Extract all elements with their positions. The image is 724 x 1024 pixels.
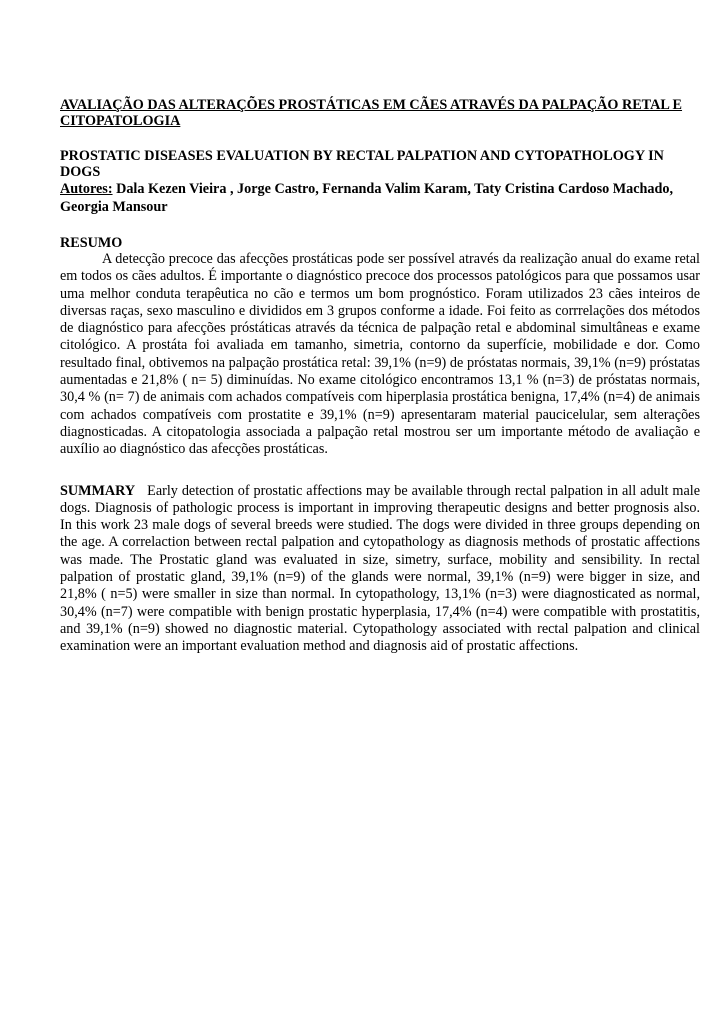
summary-section <box>60 483 700 656</box>
authors-label: Autores: <box>60 181 113 197</box>
title-portuguese: AVALIAÇÃO DAS ALTERAÇÕES PROSTÁTICAS EM CÃES ATRAVÉS DA PALPAÇÃO RETAL E CITOPATOLOGIA <box>60 97 683 129</box>
summary-heading: SUMMARY <box>60 482 136 499</box>
summary-text: Early detection of prostatic affections may be available through rectal palpation in all adult male dogs. Diagnosis of pathologic process is important in improving therapeutic designs and better prognosis also. In this work 23 male dogs of several breeds were studied. The dogs were divided in three groups depending on the age. A correlaction between rectal palpation and cytopathology as diagnosis methods of prostatic affections was made. The Prostatic gland was evaluated in size, simetry, surface, mobility and sensibility. In rectal palpation of prostatic gland, 39,1% (n=9) of the glands were normal, 39,1% (n=9) were bigger in size, and 21,8% ( n=5) were smaller in size than normal. In cytopathology, 13,1% (n=3) were diagnosticated as normal, 30,4% (n=7) were compatible with benign prostatic hyperplasia, 17,4% (n=4) were compatible with prostatitis, and 39,1% (n=9) showed no diagnostic material. Cytopathology associated with rectal palpation and clinical examination were an important evaluation method and diagnosis aid of prostatic affections. <box>60 482 700 655</box>
authors-line <box>60 180 700 216</box>
authors-names: Dala Kezen Vieira , Jorge Castro, Fernanda Valim Karam, Taty Cristina Cardoso Machado, Georgia Mansour <box>60 181 674 215</box>
resumo-text: A detecção precoce das afecções prostáticas pode ser possível através da realização anual do exame retal em todos os cães adultos. É importante o diagnóstico precoce dos processos patológicos para que possamos usar uma melhor conduta terapêutica no cão e termos um bom prognóstico. Foram utilizados 23 cães inteiros de diversas raças, sexo masculino e divididos em 3 grupos conforme a idade. Foi feito as corrrelações dos métodos de diagnóstico para afecções próstáticas através da técnica de palpação retal e abdominal simultâneas e exame citológico. A prostáta foi avaliada em tamanho, simetria, contorno da superfície, mobilidade e dor. Como resultado final, obtivemos na palpação prostática retal: 39,1% (n=9) de próstatas normais, 39,1% (n=9) próstatas aumentadas e 21,8% ( n= 5) diminuídas. No exame citológico encontramos 13,1 % (n=3) de próstatas normais, 30,4 % (n= 7) de animais com achados compatíveis com hiperplasia prostática benigna, 17,4% (n=4) de animais com achados compatíveis com prostatite e 39,1% (n=9) apresentaram material paucicelular, sem alterações diagnosticadas. A citopatologia associada a palpação retal mostrou ser um importante método de avaliação e auxílio ao diagnóstico das afecções prostáticas. <box>60 251 700 458</box>
document-page <box>60 97 700 656</box>
resumo-heading: RESUMO <box>60 235 123 251</box>
title-english: PROSTATIC DISEASES EVALUATION BY RECTAL PALPATION AND CYTOPATHOLOGY IN DOGS <box>60 148 664 180</box>
